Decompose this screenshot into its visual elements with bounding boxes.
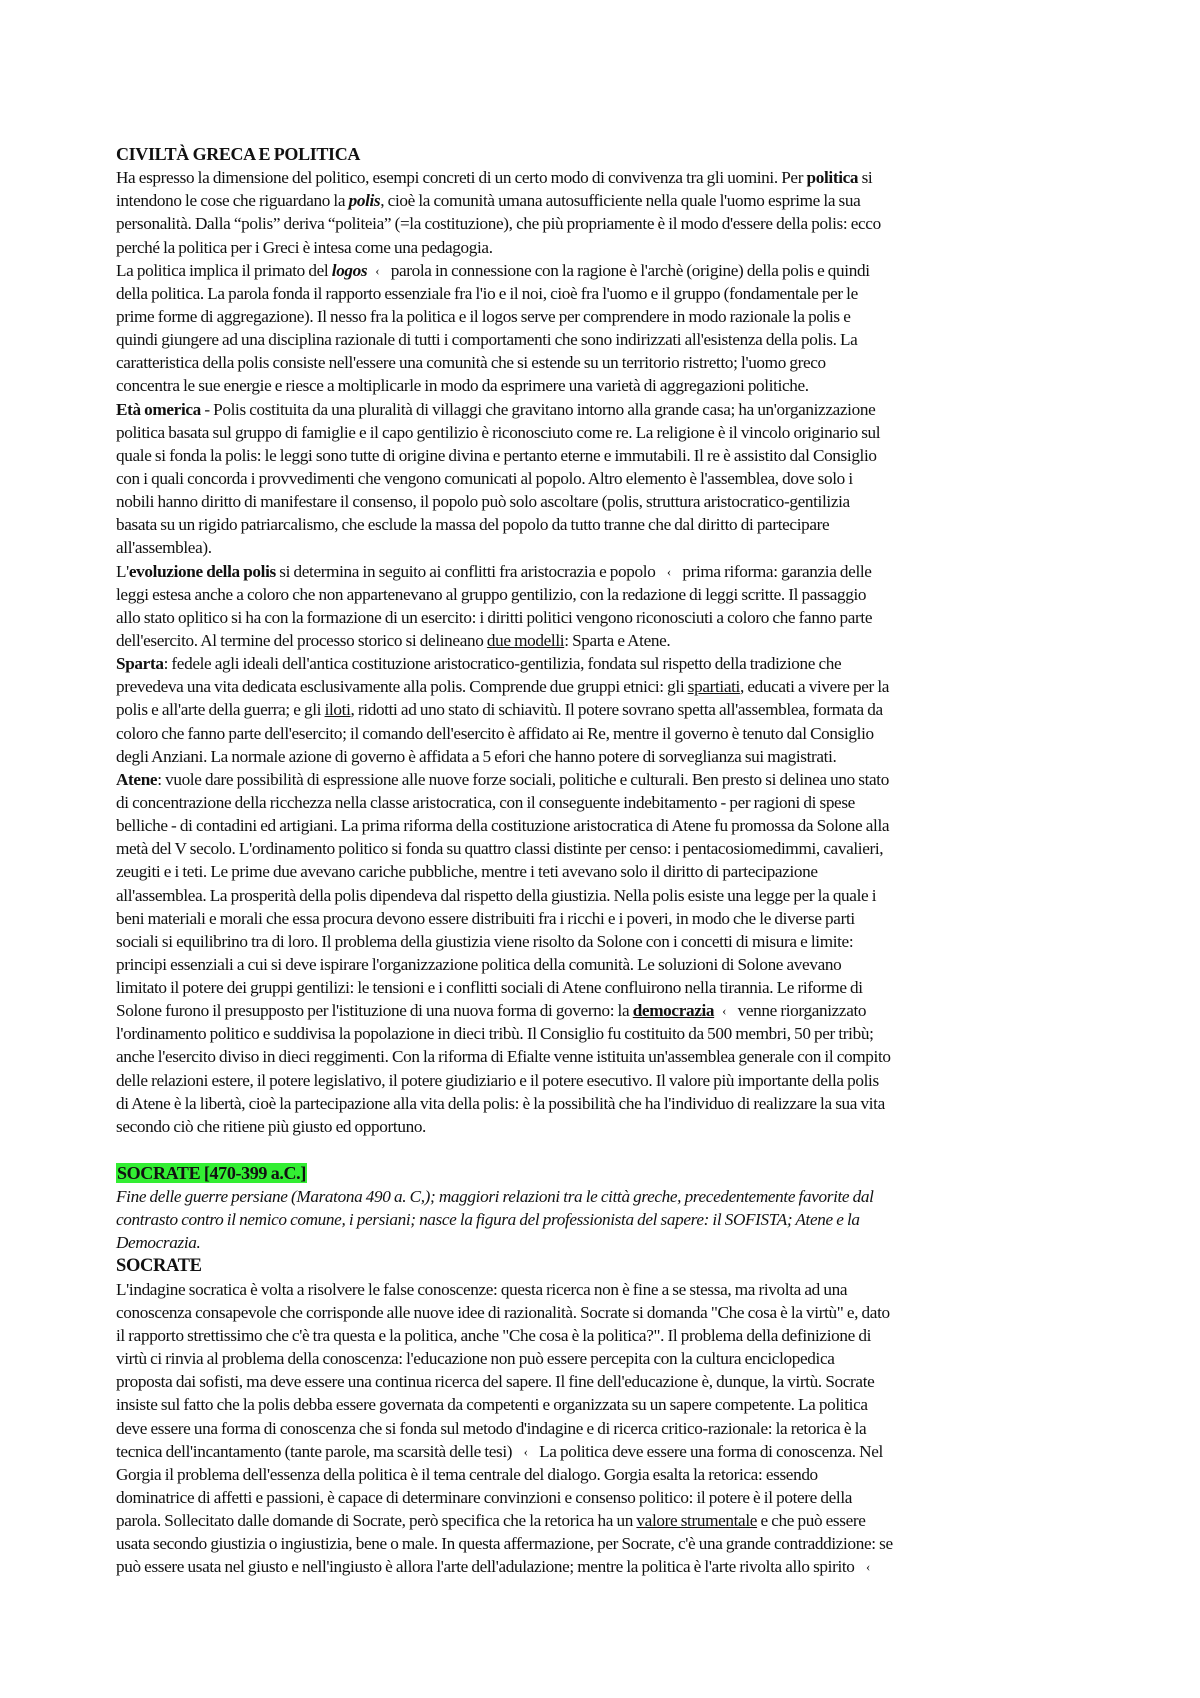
text-line: politica basata sul gruppo di famiglie e il capo gentilizio è riconosciuto come re. La religione è il vincolo originario sul (116, 422, 881, 442)
text-line: metà del V secolo. L'ordinamento politico si fonda su quattro classi distinte per censo: i pentacosiomedimmi, cavalieri, (116, 839, 884, 859)
paragraph-intro (116, 166, 1096, 259)
paragraph-context (116, 1185, 1096, 1254)
text-line: dell'esercito. Al termine del processo storico si delineano due modelli: Sparta e Atene. (116, 630, 671, 650)
text-line: L'indagine socratica è volta a risolvere le false conoscenze: questa ricerca non è fine a se stessa, ma rivolta ad una (116, 1279, 848, 1299)
arrow-icon: ‹ (866, 1559, 870, 1575)
paragraph-evoluzione (116, 560, 1096, 653)
keyword-iloti: iloti (324, 700, 351, 720)
text-line: allo stato oplitico si ha con la formazione di un esercito: i diritti politici vengono riconosciuti a coloro che fanno parte (116, 607, 873, 627)
text-line: prevedeva una vita dedicata esclusivamente alla polis. Comprende due gruppi etnici: gli spartiati, educati a vivere per la (116, 677, 890, 697)
paragraph-logos (116, 259, 1096, 398)
text-line: La politica implica il primato del logos ‹ parola in connessione con la ragione è l'archè (origine) della polis e quindi (116, 259, 1096, 282)
paragraph-sparta (116, 652, 1096, 768)
arrow-icon: ‹ (666, 563, 671, 579)
text-line: personalità. Dalla “polis” deriva “politeia” (=la costituzione), che più propriamente è il modo d'essere della polis: ecco (116, 214, 881, 234)
text-line: l'ordinamento politico e suddivisa la popolazione in dieci tribù. Il Consiglio fu costituito da 500 membri, 50 per tribù; (116, 1024, 874, 1044)
text-line: belliche - di contadini ed artigiani. La prima riforma della costituzione aristocratica di Atene fu promossa da Solone alla (116, 816, 890, 836)
text-line: con i quali concorda i provvedimenti che vengono comunicati al popolo. Altro elemento è l'assemblea, dove solo i (116, 468, 853, 488)
text-line: L'evoluzione della polis si determina in seguito ai conflitti fra aristocrazia e popolo ‹ prima riforma: garanzia delle (116, 560, 1096, 583)
paragraph-socrate (116, 1278, 1096, 1579)
text-line: all'assemblea. La prosperità della polis dipendeva dal rispetto della giustizia. Nella polis esiste una legge per la quale i (116, 885, 877, 905)
keyword-politica: politica (806, 168, 859, 188)
text-line: Solone furono il presupposto per l'istituzione di una nuova forma di governo: la democrazia ‹ venne riorganizzato (116, 999, 1096, 1022)
text-line: delle relazioni estere, il potere legislativo, il potere giudiziario e il potere esecutivo. Il valore più importante della polis (116, 1070, 879, 1090)
paragraph-atene (116, 768, 1096, 1138)
keyword-logos: logos (331, 260, 368, 280)
arrow-icon: ‹ (722, 1003, 727, 1019)
text-line: può essere usata nel giusto e nell'ingiusto è allora l'arte dell'adulazione; mentre la politica è l'arte rivolta allo spirito ‹ (116, 1555, 1096, 1578)
text-line: Gorgia il problema dell'essenza della politica è il tema centrale del dialogo. Gorgia esalta la retorica: essendo (116, 1464, 818, 1484)
text-line: caratteristica della polis consiste nell'essere una comunità che si estende su un territorio ristretto; l'uomo greco (116, 353, 826, 373)
text-line: concentra le sue energie e riesce a moltiplicarle in modo da esprimere una varietà di aggregazioni politiche. (116, 376, 809, 396)
keyword-atene: Atene (116, 769, 158, 789)
text-line: conoscenza consapevole che corrisponde alle nuove idee di razionalità. Socrate si domanda "Che cosa è la virtù" e, dato (116, 1302, 890, 1322)
text-line: della politica. La parola fonda il rapporto essenziale fra l'io e il noi, cioè fra l'uomo e il gruppo (fondamentale per le (116, 283, 858, 303)
text-line: basata su un rigido patriarcalismo, che esclude la massa del popolo da tutto tranne che dal diritto di partecipare (116, 515, 830, 535)
keyword-democrazia: democrazia (632, 1001, 715, 1021)
text-line: zeugiti e i teti. Le prime due avevano cariche pubbliche, mentre i teti avevano solo il diritto di partecipazione (116, 862, 818, 882)
arrow-icon: ‹ (523, 1443, 528, 1459)
text-line: parola. Sollecitato dalle domande di Socrate, però specifica che la retorica ha un valore strumentale e che può essere (116, 1511, 866, 1531)
text-line: Fine delle guerre persiane (Maratona 490 a. C,); maggiori relazioni tra le città greche, precedentemente favorite dal (116, 1187, 874, 1207)
section-spacer (116, 1138, 1096, 1162)
text-line: sociali si equilibrino tra di loro. Il problema della giustizia viene risolto da Solone con i concetti di misura e limite: (116, 931, 854, 951)
text-line: beni materiali e morali che essa procura devono essere distribuiti fra i ricchi e i poveri, in modo che le diverse parti (116, 908, 855, 928)
highlighted-section-title: SOCRATE [470-399 a.C.] (117, 1163, 306, 1184)
keyword-valore-strumentale: valore strumentale (636, 1511, 758, 1531)
text-line: nobili hanno diritto di manifestare il consenso, il popolo può solo ascoltare (polis, struttura aristocratico-gentilizia (116, 492, 850, 512)
text-line: degli Anziani. La normale azione di governo è affidata a 5 efori che hanno potere di sorveglianza sui magistrati. (116, 746, 837, 766)
text-line: il rapporto strettissimo che c'è tra questa e la politica, anche "Che cosa è la politica?". Il problema della definizione di (116, 1326, 872, 1346)
text-line: perché la politica per i Greci è intesa come una pedagogia. (116, 237, 493, 257)
keyword-due-modelli: due modelli (486, 630, 565, 650)
text-line: prime forme di aggregazione). Il nesso fra la politica e il logos serve per comprendere in modo razionale la polis e (116, 306, 851, 326)
text-line: leggi estesa anche a coloro che non appartenevano al gruppo gentilizio, con la redazione di leggi scritte. Il passaggio (116, 584, 867, 604)
keyword-sparta: Sparta (116, 654, 164, 674)
text-line: Età omerica - Polis costituita da una pluralità di villaggi che gravitano intorno alla grande casa; ha un'organizzazione (116, 399, 876, 419)
text-line: coloro che fanno parte dell'esercito; il comando dell'esercito è affidato ai Re, mentre il governo è tenuto dal Consiglio (116, 723, 874, 743)
text-line: polis e all'arte della guerra; e gli iloti, ridotti ad uno stato di schiavitù. Il potere sovrano spetta all'assemblea, formata da (116, 700, 883, 720)
text-line: dominatrice di affetti e passioni, è capace di determinare convinzioni e consenso politico: il potere è il potere della (116, 1488, 853, 1508)
text-line: secondo ciò che ritiene più giusto ed opportuno. (116, 1116, 427, 1136)
text-line: insiste sul fatto che la polis debba essere governata da competenti e organizzata su un sapere competente. La politica (116, 1395, 868, 1415)
keyword-spartiati: spartiati (687, 677, 740, 697)
text-line: Sparta: fedele agli ideali dell'antica costituzione aristocratico-gentilizia, fondata sul rispetto della tradizione che (116, 654, 842, 674)
text-line: quale si fonda la polis: le leggi sono tutte di origine divina e pertanto eterne e immutabili. Il re è assistito dal Consiglio (116, 445, 877, 465)
text-line: di concentrazione della ricchezza nella classe aristocratica, con il conseguente indebitamento - per ragioni di spese (116, 792, 855, 812)
keyword-evoluzione: evoluzione della polis (128, 561, 276, 581)
document-page (116, 143, 1096, 1579)
text-line: quindi giungere ad una disciplina razionale di tutti i comportamenti che sono indirizzati all'esistenza della polis. La (116, 330, 858, 350)
text-line: principi essenziali a cui si deve ispirare l'organizzazione politica della comunità. Le soluzioni di Solone avevano (116, 954, 842, 974)
keyword-polis: polis (348, 191, 381, 211)
text-line: Democrazia. (116, 1233, 201, 1253)
text-line: usata secondo giustizia o ingiustizia, bene o male. In questa affermazione, per Socrate, c'è una grande contraddizione: se (116, 1534, 893, 1554)
text-line: anche l'esercito diviso in dieci reggimenti. Con la riforma di Efialte venne istituita un'assemblea generale con il compito (116, 1047, 891, 1067)
socrate-title-line (116, 1162, 1096, 1185)
text-line: contrasto contro il nemico comune, i persiani; nasce la figura del professionista del sapere: il SOFISTA; Atene e la (116, 1210, 860, 1230)
text-line: tecnica dell'incantamento (tante parole, ma scarsità delle tesi) ‹ La politica deve essere una forma di conoscenza. Nel (116, 1440, 1096, 1463)
text-line: virtù ci rinvia al problema della conoscenza: l'educazione non può essere percepita con la cultura enciclopedica (116, 1349, 835, 1369)
text-line: deve essere una forma di conoscenza che si fonda sul metodo d'indagine e di ricerca critico-razionale: la retorica è la (116, 1418, 867, 1438)
text-line: di Atene è la libertà, cioè la partecipazione alla vita della polis: è la possibilità che ha l'individuo di realizzare la sua vita (116, 1093, 885, 1113)
text-line: proposta dai sofisti, ma deve essere una continua ricerca del sapere. Il fine dell'educazione è, dunque, la virtù. Socrate (116, 1372, 875, 1392)
sub-heading: SOCRATE (116, 1255, 202, 1276)
keyword-eta-omerica: Età omerica (116, 399, 201, 419)
section-title: CIVILTÀ GRECA E POLITICA (116, 144, 360, 164)
arrow-icon: ‹ (375, 262, 380, 278)
paragraph-eta-omerica (116, 398, 1096, 560)
text-line: limitato il potere dei gruppi gentilizi: le tensioni e i conflitti sociali di Atene confluirono nella tirannia. Le riforme di (116, 978, 863, 998)
text-line: Atene: vuole dare possibilità di espressione alle nuove forze sociali, politiche e culturali. Ben presto si delinea uno stato (116, 769, 889, 789)
text-line: Ha espresso la dimensione del politico, esempi concreti di un certo modo di convivenza tra gli uomini. Per politica si (116, 168, 873, 188)
text-line: intendono le cose che riguardano la polis, cioè la comunità umana autosufficiente nella quale l'uomo esprime la sua (116, 191, 861, 211)
text-line: all'assemblea). (116, 538, 212, 558)
